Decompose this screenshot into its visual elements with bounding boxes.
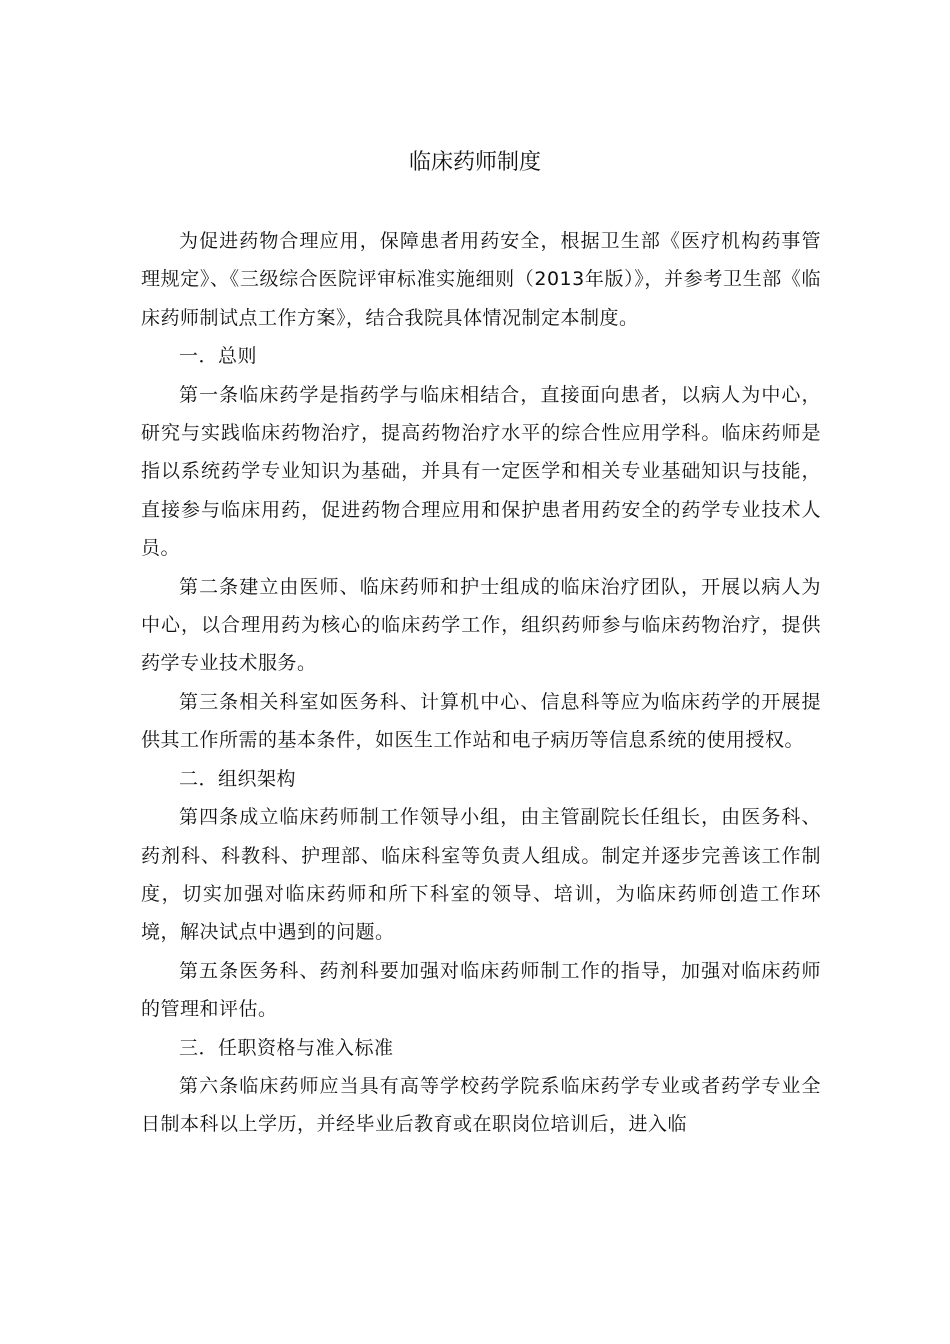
article-5-paragraph: 第五条医务科、药剂科要加强对临床药师制工作的指导，加强对临床药师的管理和评估。 bbox=[141, 959, 821, 1021]
article-4-paragraph: 第四条成立临床药师制工作领导小组，由主管副院长任组长，由医务科、药剂科、科教科、护理部、临床科室等负责人组成。制定并逐步完善该工作制度，切实加强对临床药师和所下科室的领导、培训，为临床药师创造工作环境，解决试点中遇到的问题。 bbox=[141, 806, 821, 944]
intro-paragraph: 为促进药物合理应用，保障患者用药安全，根据卫生部《医疗机构药事管理规定》、《三级综合医院评审标准实施细则（2013年版）》，并参考卫生部《临床药师制试点工作方案》，结合我院具体情况制定本制度。 bbox=[141, 230, 821, 329]
section-heading-general: 一．总则 bbox=[179, 345, 258, 368]
article-1-paragraph: 第一条临床药学是指药学与临床相结合，直接面向患者，以病人为中心，研究与实践临床药物治疗，提高药物治疗水平的综合性应用学科。临床药师是指以系统药学专业知识为基础，并具有一定医学和相关专业基础知识与技能，直接参与临床用药，促进药物合理应用和保护患者用药安全的药学专业技术人员。 bbox=[141, 383, 821, 560]
article-6-paragraph: 第六条临床药师应当具有高等学校药学院系临床药学专业或者药学专业全日制本科以上学历，并经毕业后教育或在职岗位培训后，进入临 bbox=[141, 1074, 821, 1136]
document-body bbox=[141, 222, 821, 1144]
article-3-paragraph: 第三条相关科室如医务科、计算机中心、信息科等应为临床药学的开展提供其工作所需的基本条件，如医生工作站和电子病历等信息系统的使用授权。 bbox=[141, 690, 821, 752]
document-title: 临床药师制度 bbox=[408, 150, 541, 175]
article-2-paragraph: 第二条建立由医师、临床药师和护士组成的临床治疗团队，开展以病人为中心，以合理用药为核心的临床药学工作，组织药师参与临床药物治疗，提供药学专业技术服务。 bbox=[141, 575, 821, 675]
section-heading-organization: 二．组织架构 bbox=[179, 767, 297, 790]
section-heading-qualification: 三．任职资格与准入标准 bbox=[179, 1036, 394, 1059]
